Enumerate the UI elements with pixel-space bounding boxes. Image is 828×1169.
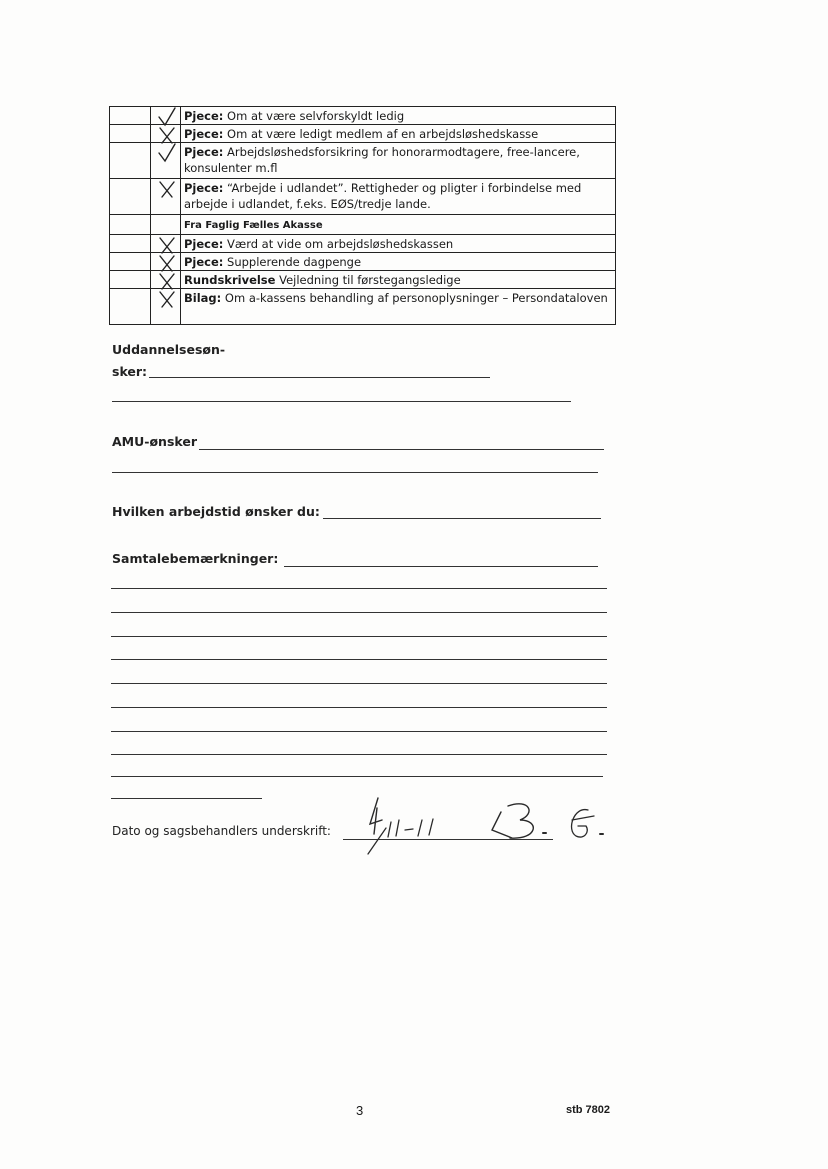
remarks-writing-line[interactable] <box>111 612 607 613</box>
checklist-text-cell <box>181 179 616 215</box>
checklist-blank-cell <box>110 125 151 143</box>
checklist-item-type: Rundskrivelse <box>184 273 276 287</box>
remarks-writing-line[interactable] <box>111 636 607 637</box>
check-mark-icon <box>156 143 178 163</box>
checklist-text-cell <box>181 215 616 235</box>
checklist-row <box>110 143 616 179</box>
checklist-item-type: Pjece: <box>184 237 224 251</box>
remarks-writing-line[interactable] <box>111 776 603 777</box>
remarks-line[interactable] <box>284 566 598 567</box>
handwritten-signature <box>360 790 620 860</box>
checklist-item-type: Pjece: <box>184 181 224 195</box>
education-wishes-line-2[interactable] <box>112 401 571 402</box>
education-wishes-line[interactable] <box>149 377 490 378</box>
checklist-mark-cell[interactable] <box>151 143 181 179</box>
remarks-writing-line[interactable] <box>111 731 607 732</box>
checklist-item-type: Pjece: <box>184 255 224 269</box>
checklist-item-text: “Arbejde i udlandet”. Rettigheder og pligter i forbindelse med arbejde i udlandet, f.eks. EØS/tredje lande. <box>184 181 582 211</box>
cross-mark-icon <box>156 289 178 309</box>
page-number: 3 <box>356 1103 364 1118</box>
checklist-text-cell <box>181 235 616 253</box>
worktime-label: Hvilken arbejdstid ønsker du: <box>112 504 320 519</box>
education-wishes-label: Uddannelsesøn- <box>112 342 226 357</box>
form-code: stb 7802 <box>566 1104 611 1116</box>
checklist-blank-cell <box>110 215 151 235</box>
handout-checklist-table <box>109 106 616 325</box>
checklist-mark-cell[interactable] <box>151 179 181 215</box>
remarks-writing-line[interactable] <box>111 683 607 684</box>
checklist-mark-cell[interactable] <box>151 215 181 235</box>
amu-wishes-label: AMU-ønsker <box>112 434 197 449</box>
checklist-item-type: Bilag: <box>184 291 222 305</box>
checklist-row <box>110 107 616 125</box>
remarks-short-line[interactable] <box>111 798 262 799</box>
checklist-text-cell <box>181 125 616 143</box>
checklist-row <box>110 125 616 143</box>
checklist-mark-cell[interactable] <box>151 107 181 125</box>
remarks-writing-line[interactable] <box>111 707 607 708</box>
amu-wishes-line[interactable] <box>199 449 604 450</box>
cross-mark-icon <box>156 179 178 199</box>
checklist-item-text: Vejledning til førstegangsledige <box>275 273 461 287</box>
remarks-writing-line[interactable] <box>111 659 607 660</box>
checklist-section-heading: Fra Faglig Fælles Akasse <box>184 220 323 231</box>
checklist-blank-cell <box>110 143 151 179</box>
checklist-row <box>110 235 616 253</box>
checklist-text-cell <box>181 253 616 271</box>
checklist-mark-cell[interactable] <box>151 271 181 289</box>
checklist-mark-cell[interactable] <box>151 289 181 325</box>
remarks-writing-line[interactable] <box>111 588 607 589</box>
checklist-item-text: Om at være ledigt medlem af en arbejdsløshedskasse <box>223 127 539 141</box>
checklist-mark-cell[interactable] <box>151 235 181 253</box>
checklist-blank-cell <box>110 271 151 289</box>
checklist-item-type: Pjece: <box>184 145 224 159</box>
checklist-text-cell <box>181 289 616 325</box>
checklist-item-text: Supplerende dagpenge <box>223 255 362 269</box>
checklist-row <box>110 289 616 325</box>
checklist-blank-cell <box>110 179 151 215</box>
checklist-text-cell <box>181 271 616 289</box>
checklist-row <box>110 271 616 289</box>
checklist-row <box>110 179 616 215</box>
amu-wishes-line-2[interactable] <box>112 472 598 473</box>
checklist-item-text: Arbejdsløshedsforsikring for honorarmodtagere, free-lancere, konsulenter m.fl <box>184 145 580 175</box>
signature-label: Dato og sagsbehandlers underskrift: <box>112 824 331 838</box>
checklist-row <box>110 253 616 271</box>
worktime-line[interactable] <box>323 518 601 519</box>
remarks-writing-line[interactable] <box>111 754 607 755</box>
checklist-item-text: Værd at vide om arbejdsløshedskassen <box>223 237 454 251</box>
checklist-item-type: Pjece: <box>184 127 224 141</box>
remarks-label: Samtalebemærkninger: <box>112 551 279 566</box>
checklist-mark-cell[interactable] <box>151 253 181 271</box>
checklist-mark-cell[interactable] <box>151 125 181 143</box>
checklist-blank-cell <box>110 235 151 253</box>
checklist-blank-cell <box>110 289 151 325</box>
education-wishes-label-cont: sker: <box>112 364 148 379</box>
checklist-row <box>110 215 616 235</box>
checklist-blank-cell <box>110 107 151 125</box>
checklist-blank-cell <box>110 253 151 271</box>
checklist-text-cell <box>181 107 616 125</box>
checklist-item-text: Om at være selvforskyldt ledig <box>223 109 405 123</box>
checklist-item-text: Om a-kassens behandling af personoplysninger – Persondataloven <box>221 291 608 305</box>
checklist-item-type: Pjece: <box>184 109 224 123</box>
checklist-text-cell <box>181 143 616 179</box>
